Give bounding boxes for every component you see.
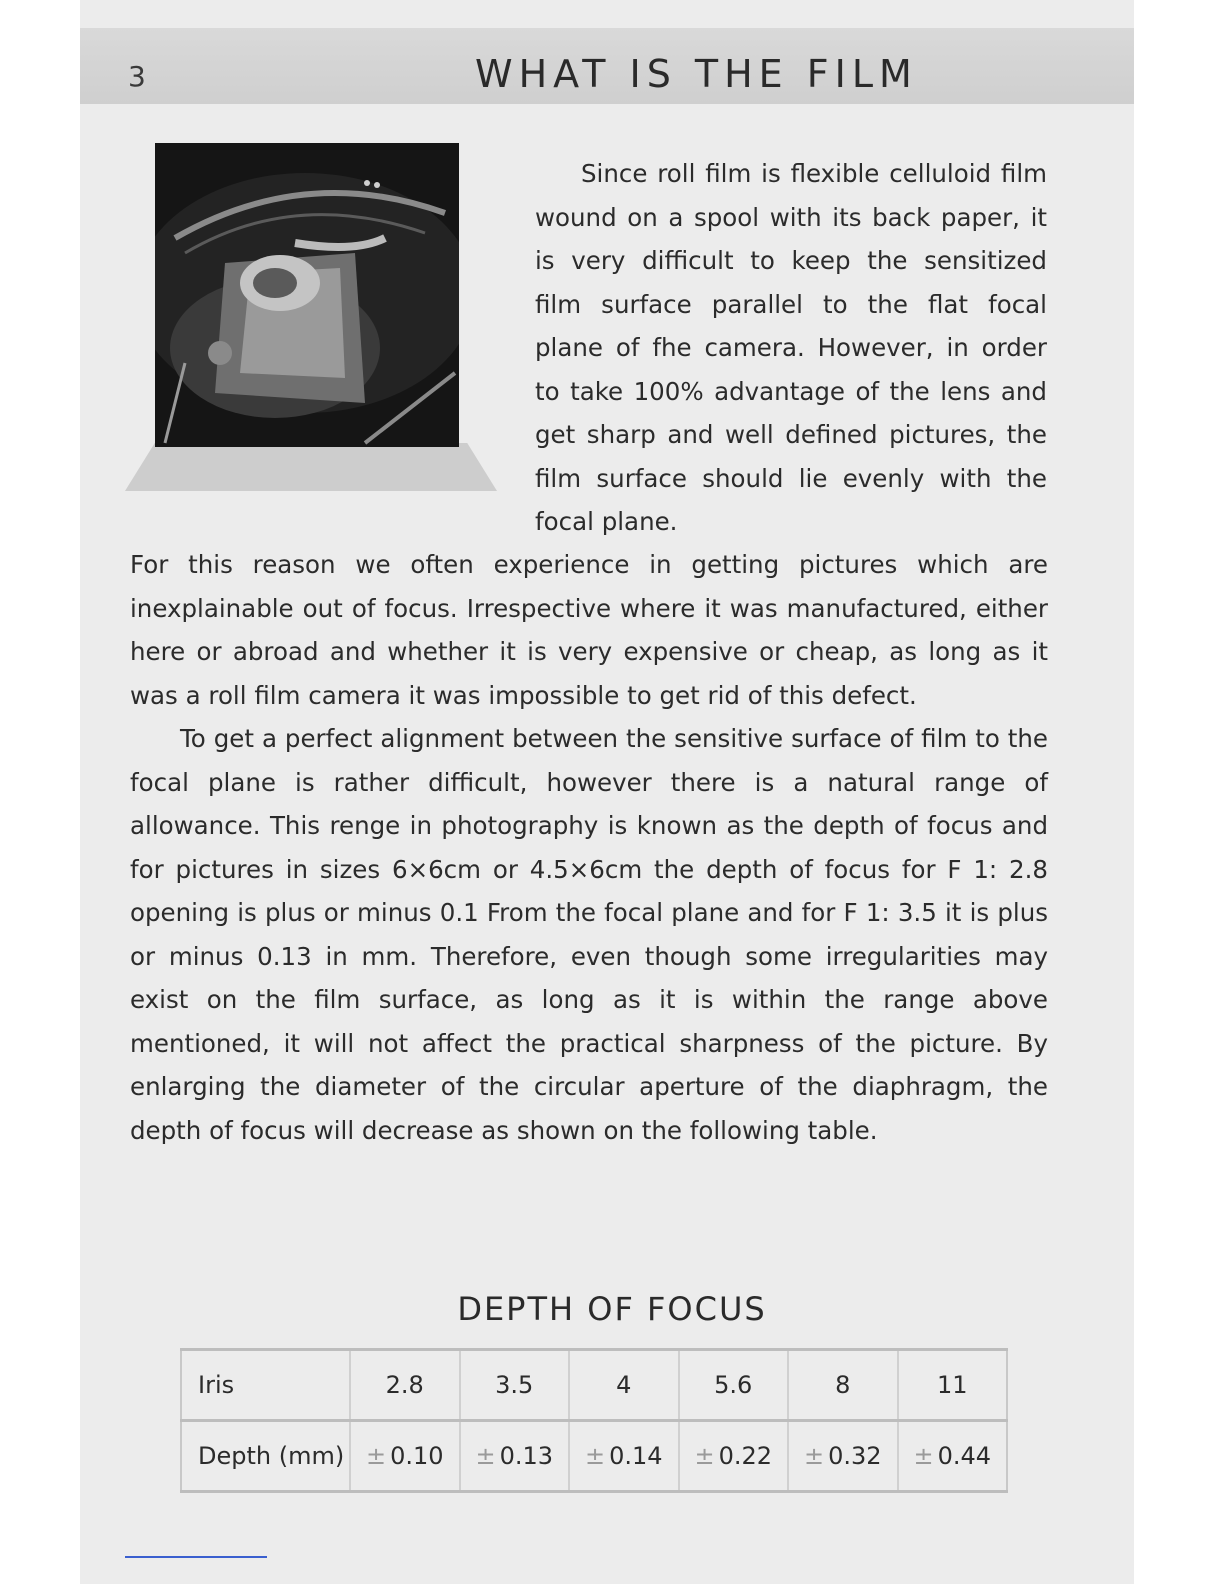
depth-of-focus-table	[180, 1348, 1008, 1493]
body-text	[130, 543, 1048, 1152]
depth-value: 0.44	[937, 1442, 992, 1470]
camera-film-spool-photo-icon	[155, 143, 459, 447]
table-row-iris	[181, 1350, 1007, 1421]
plus-minus-sign: ±	[365, 1442, 387, 1470]
iris-cell: 11	[898, 1350, 1008, 1421]
page-title: WHAT IS THE FILM	[475, 52, 918, 96]
intro-continued-text: For this reason we often experience in getting pictures which are inexplainable out of focus. Irrespective where it was manufactured, either here or abroad and whether it is very expensive or cheap, as long as it was a roll film camera it was impossible to get rid of this defect.	[130, 550, 1048, 710]
photo-figure	[125, 143, 497, 491]
depth-cell	[569, 1421, 679, 1492]
depth-value: 0.32	[828, 1442, 882, 1470]
iris-cell: 8	[788, 1350, 898, 1421]
intro-text: Since roll film is flexible celluloid film wound on a spool with its back paper, it is very difficult to keep the sensitized film surface parallel to the flat focal plane of fhe camera. However, in order to take 100% advantage of the lens and get sharp and well defined pictures, the film surface should lie evenly with the focal plane.	[535, 159, 1047, 536]
depth-cell	[460, 1421, 570, 1492]
iris-cell: 5.6	[679, 1350, 789, 1421]
iris-cell: 3.5	[460, 1350, 570, 1421]
depth-cell	[898, 1421, 1008, 1492]
depth-cell	[679, 1421, 789, 1492]
row-header-depth: Depth (mm)	[181, 1421, 350, 1492]
depth-value: 0.13	[499, 1442, 554, 1470]
alignment-paragraph: To get a perfect alignment between the sensitive surface of film to the focal plane is rather difficult, however there is a natural range of allowance. This renge in photography is known as the depth of focus and for pictures in sizes 6×6cm or 4.5×6cm the depth of focus for F 1: 2.8 opening is plus or minus 0.1 From the focal plane and for F 1: 3.5 it is plus or minus 0.13 in mm. Therefore, even though some irregularities may exist on the film surface, as long as it is within the range above mentioned, it will not affect the practical sharpness of the picture. By enlarging the diameter of the circular aperture of the diaphragm, the depth of focus will decrease as shown on the following table.	[130, 724, 1048, 1145]
iris-cell: 4	[569, 1350, 679, 1421]
document-page	[80, 0, 1134, 1584]
photo-base	[125, 443, 497, 491]
depth-value: 0.10	[390, 1442, 444, 1470]
plus-minus-sign: ±	[584, 1442, 606, 1470]
iris-cell: 2.8	[350, 1350, 460, 1421]
depth-value: 0.22	[718, 1442, 773, 1470]
intro-paragraph	[535, 152, 1047, 544]
page-number: 3	[128, 60, 146, 93]
plus-minus-sign: ±	[475, 1442, 496, 1470]
plus-minus-sign: ±	[694, 1442, 715, 1470]
depth-value: 0.14	[609, 1442, 663, 1470]
plus-minus-sign: ±	[913, 1442, 934, 1470]
table-title: DEPTH OF FOCUS	[457, 1290, 767, 1328]
table-row-depth	[181, 1421, 1007, 1492]
plus-minus-sign: ±	[803, 1442, 825, 1470]
footer-rule	[125, 1556, 267, 1558]
depth-cell	[350, 1421, 460, 1492]
row-header-iris: Iris	[181, 1350, 350, 1421]
depth-cell	[788, 1421, 898, 1492]
